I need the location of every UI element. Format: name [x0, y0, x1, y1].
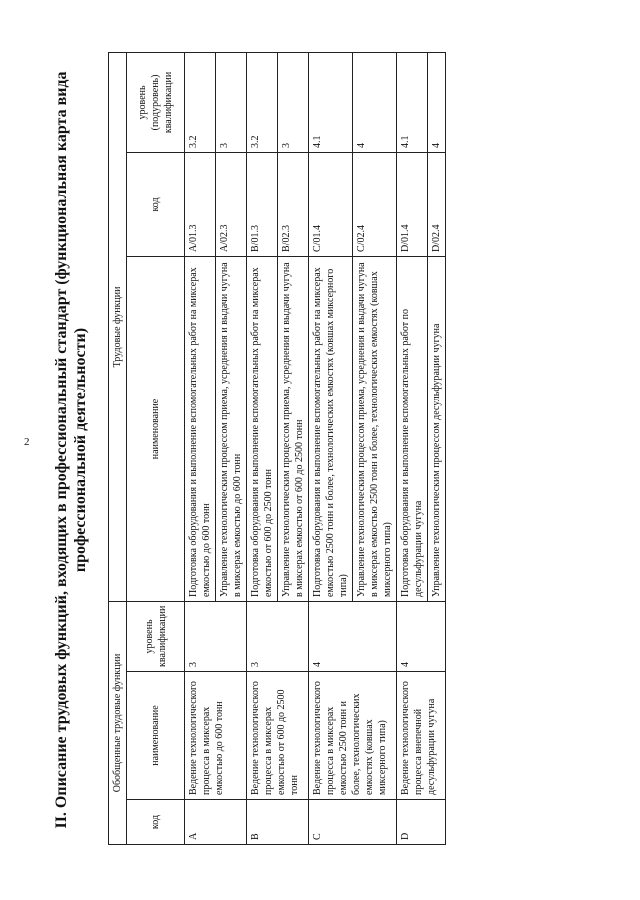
tf-level-cell: 3 — [216, 52, 247, 152]
gf-code-cell: A — [185, 800, 247, 845]
gf-code-cell: B — [247, 800, 309, 845]
table-group-header-row — [109, 52, 127, 844]
table-row — [397, 52, 428, 844]
table-column-header-row — [127, 52, 185, 844]
labor-functions-header: Трудовые функции — [109, 52, 127, 601]
tf-level-cell: 4 — [428, 52, 446, 152]
gf-name-cell: Ведение технологического процесса в миксерах емкостью от 600 до 2500 тонн — [247, 672, 309, 800]
page-number: 2 — [24, 436, 30, 448]
gf-name-cell: Ведение технологического процесса внепечной десульфурации чугуна — [397, 672, 446, 800]
tf-level-cell: 3.2 — [247, 52, 278, 152]
tf-level-cell: 4 — [353, 52, 397, 152]
tf-code-cell: C/02.4 — [353, 152, 397, 256]
table-row — [309, 52, 353, 844]
tf-name-cell: Управление технологическим процессом десульфурации чугуна — [428, 256, 446, 601]
header-code: код — [127, 800, 185, 845]
gf-level-cell: 3 — [247, 601, 309, 671]
table-row — [247, 52, 278, 844]
tf-level-cell: 3 — [278, 52, 309, 152]
header-tf-name: наименование — [127, 256, 185, 601]
tf-name-cell: Подготовка оборудования и выполнение вспомогательных работ на миксерах емкостью 2500 тонн и более, технологических емкостях (ковшах миксерного типа) — [309, 256, 353, 601]
header-level: уровень квалификации — [127, 601, 185, 671]
section-title-line-1: II. Описание трудовых функций, входящих в профессиональный стандарт (функциональная карта вида — [53, 71, 70, 829]
tf-name-cell: Управление технологическим процессом приема, усреднения и выдачи чугуна в миксерах емкостью до 600 тонн — [216, 256, 247, 601]
tf-name-cell: Управление технологическим процессом приема, усреднения и выдачи чугуна в миксерах емкостью от 600 до 2500 тонн — [278, 256, 309, 601]
tf-level-cell: 4.1 — [309, 52, 353, 152]
gf-level-cell: 4 — [397, 601, 446, 671]
gf-level-cell: 3 — [185, 601, 247, 671]
section-title-line-2: профессиональной деятельности) — [72, 327, 89, 573]
tf-code-cell: A/01.3 — [185, 152, 216, 256]
section-title — [52, 60, 90, 840]
tf-code-cell: A/02.3 — [216, 152, 247, 256]
gf-code-cell: D — [397, 800, 446, 845]
tf-code-cell: D/02.4 — [428, 152, 446, 256]
tf-code-cell: B/01.3 — [247, 152, 278, 256]
gf-level-cell: 4 — [309, 601, 397, 671]
functional-map-table — [108, 52, 446, 845]
header-name: наименование — [127, 672, 185, 800]
header-tf-code: код — [127, 152, 185, 256]
tf-name-cell: Подготовка оборудования и выполнение вспомогательных работ на миксерах емкостью от 600 до 2500 тонн — [247, 256, 278, 601]
gf-name-cell: Ведение технологического процесса в миксерах емкостью до 600 тонн — [185, 672, 247, 800]
tf-code-cell: C/01.4 — [309, 152, 353, 256]
tf-code-cell: D/01.4 — [397, 152, 428, 256]
tf-level-cell: 4.1 — [397, 52, 428, 152]
tf-level-cell: 3.2 — [185, 52, 216, 152]
tf-name-cell: Подготовка оборудования и выполнение вспомогательных работ по десульфурации чугуна — [397, 256, 428, 601]
gf-name-cell: Ведение технологического процесса в миксерах емкостью 2500 тонн и более, технологических емкостях (ковшах миксерного типа) — [309, 672, 397, 800]
table-row — [185, 52, 216, 844]
gf-code-cell: C — [309, 800, 397, 845]
tf-code-cell: B/02.3 — [278, 152, 309, 256]
tf-name-cell: Управление технологическим процессом приема, усреднения и выдачи чугуна в миксерах емкостью 2500 тонн и более, технологических емкостях (ковшах миксерного типа) — [353, 256, 397, 601]
header-tf-level: уровень (подуровень) квалификации — [127, 52, 185, 152]
tf-name-cell: Подготовка оборудования и выполнение вспомогательных работ на миксерах емкостью до 600 тонн — [185, 256, 216, 601]
generalized-functions-header: Обобщенные трудовые функции — [109, 601, 127, 844]
